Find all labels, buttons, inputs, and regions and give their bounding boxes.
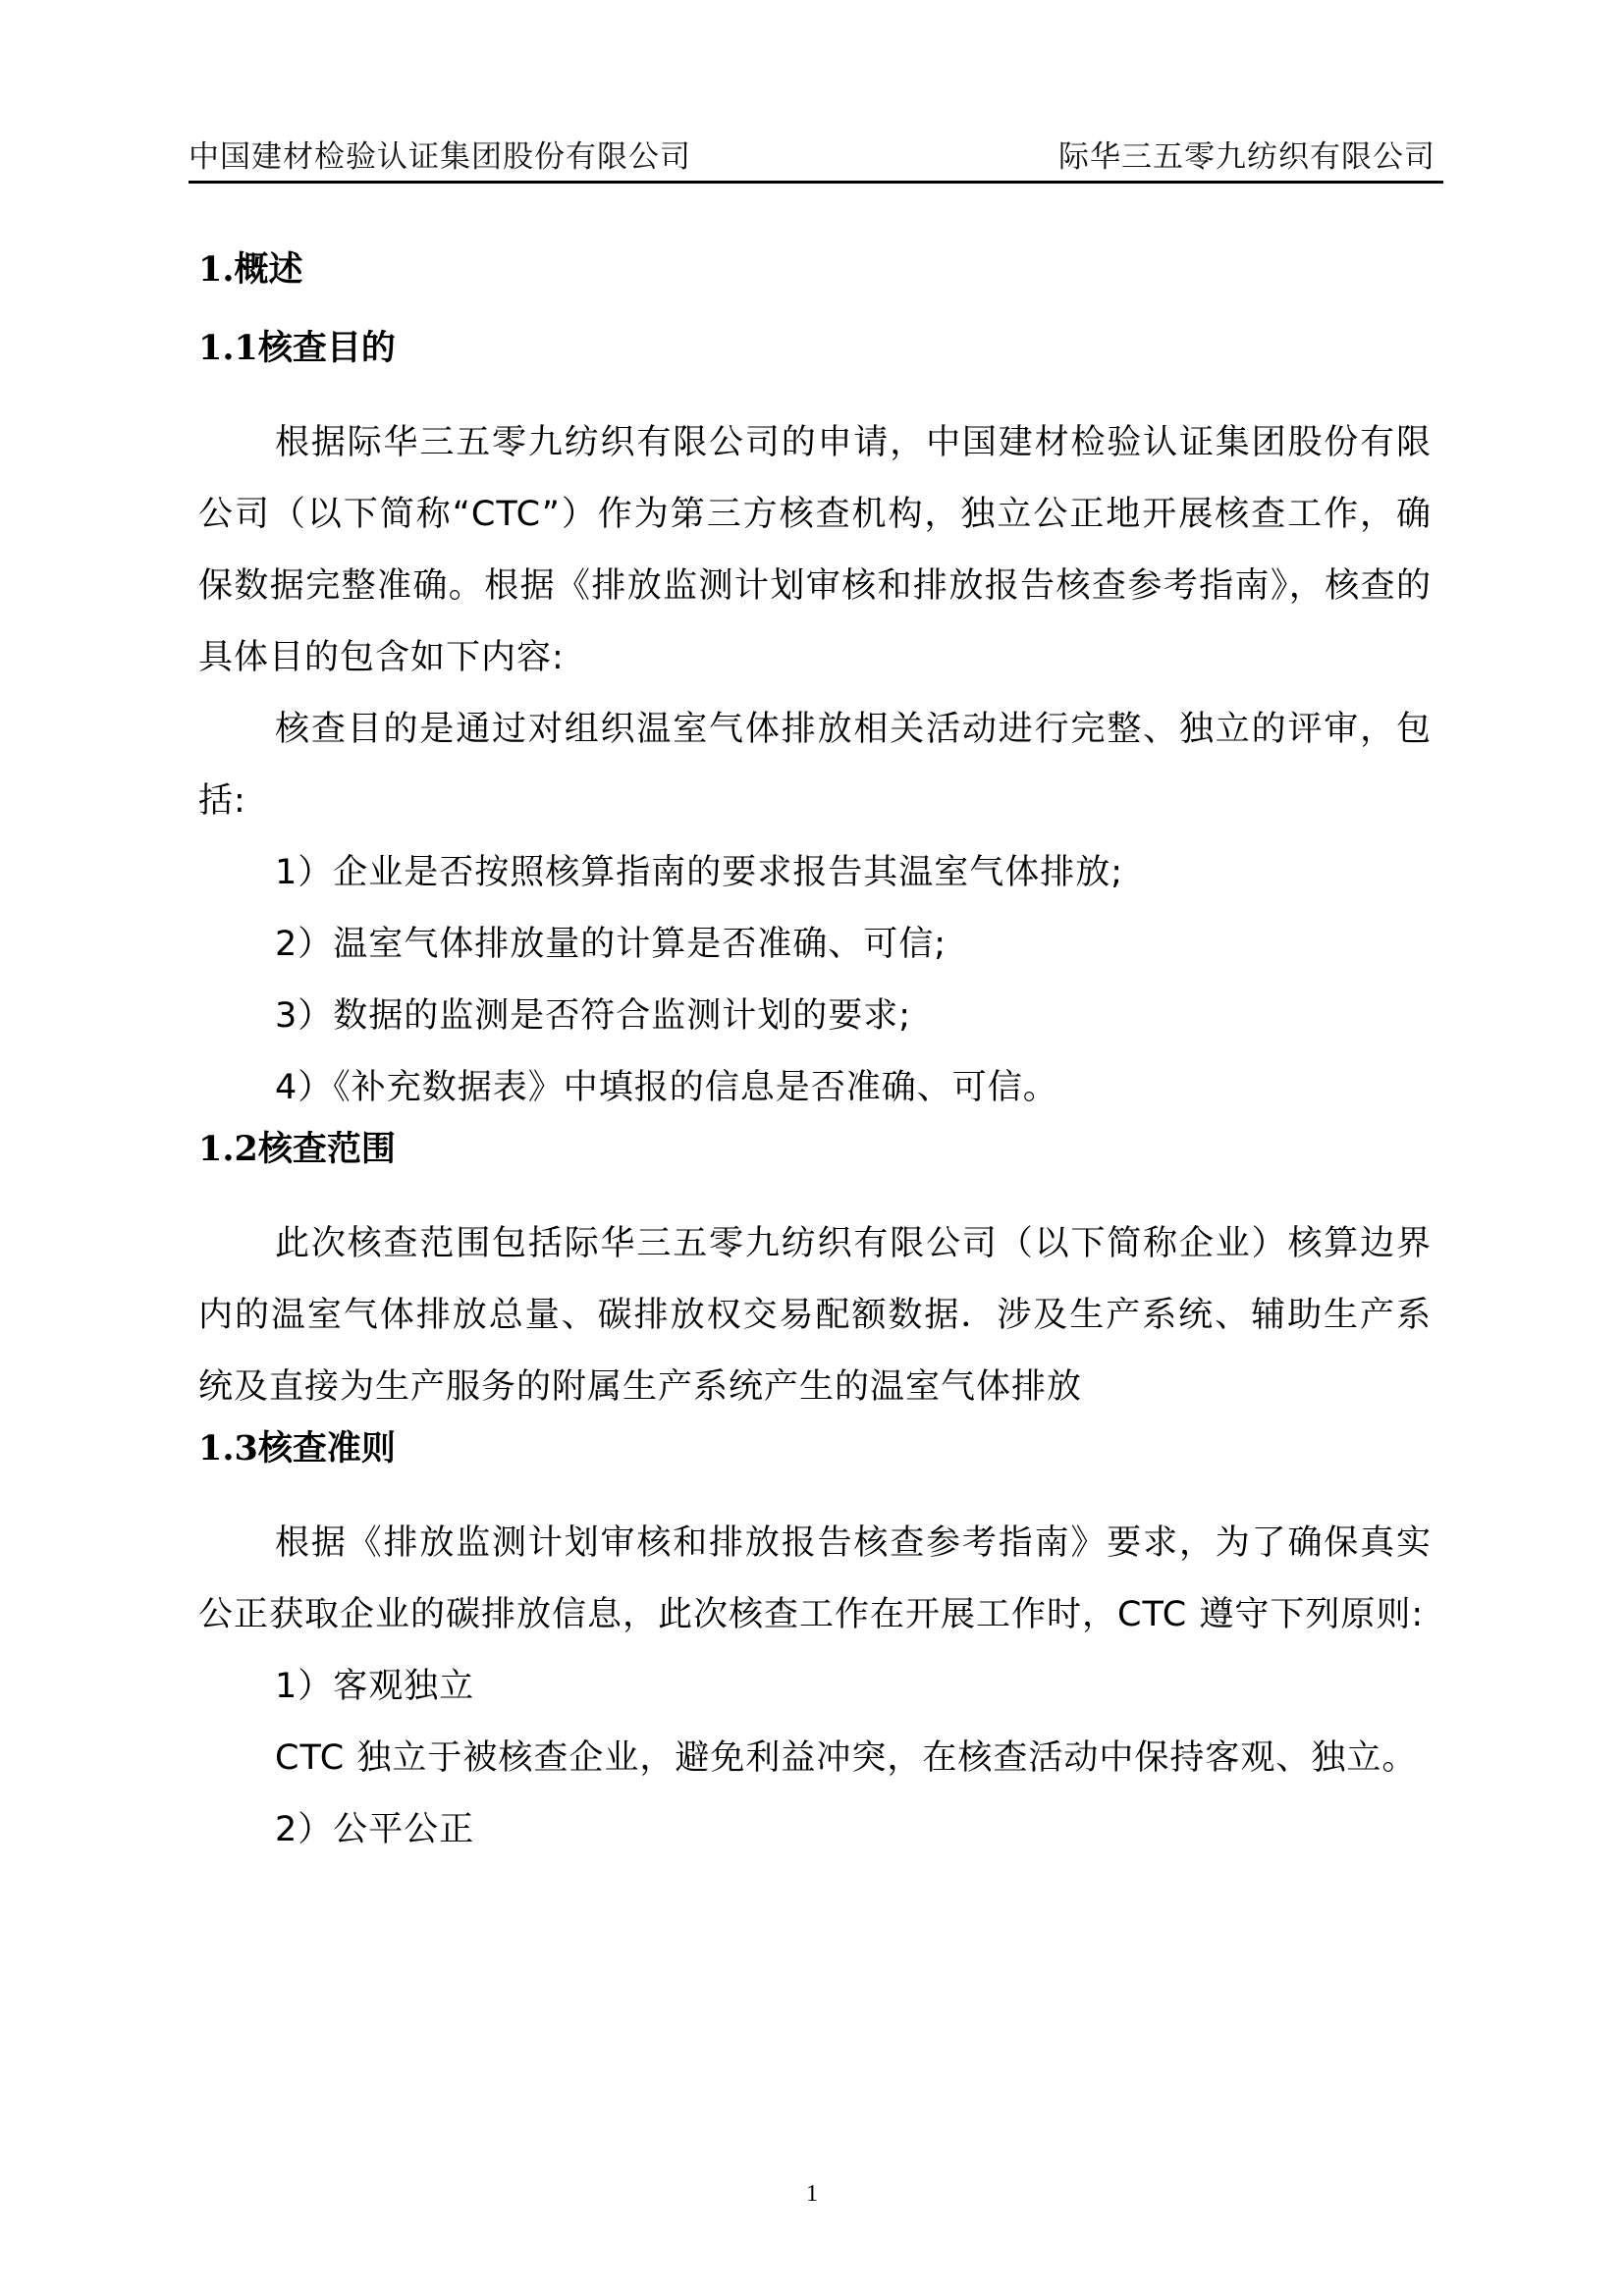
section-1-3-heading: 1.3核查准则 — [198, 1428, 396, 1468]
header-company-right: 际华三五零九纺织有限公司 — [1058, 139, 1435, 175]
section-1-3-paragraph-1: 根据《排放监测计划审核和排放报告核查参考指南》要求，为了确保真实公正获取企业的碳排放信息，此次核查工作在开展工作时，CTC 遵守下列原则: — [198, 1523, 1432, 1634]
header-rule — [189, 181, 1443, 184]
section-1-1-paragraph-2: 核查目的是通过对组织温室气体排放相关活动进行完整、独立的评审，包括: — [198, 710, 1432, 821]
list-item: 2）温室气体排放量的计算是否准确、可信; — [275, 925, 947, 964]
section-1-1-paragraph-1: 根据际华三五零九纺织有限公司的申请，中国建材检验认证集团股份有限公司（以下简称“CTC”）作为第三方核查机构，独立公正地开展核查工作，确保数据完整准确。根据《排放监测计划审核和排放报告核查参考指南》，核查的具体目的包含如下内容: — [198, 423, 1432, 677]
principle-item-1: 1）客观独立 — [275, 1667, 475, 1706]
section-1-2-paragraph: 此次核查范围包括际华三五零九纺织有限公司（以下简称企业）核算边界内的温室气体排放总量、碳排放权交易配额数据．涉及生产系统、辅助生产系统及直接为生产服务的附属生产系统产生的温室气体排放 — [198, 1224, 1432, 1407]
section-1-heading: 1.概述 — [198, 249, 303, 290]
document-body — [198, 250, 1432, 1866]
header-company-left: 中国建材检验认证集团股份有限公司 — [189, 139, 691, 175]
page-number: 1 — [806, 2181, 818, 2207]
section-1-1-heading: 1.1核查目的 — [198, 328, 396, 368]
section-1-2-heading: 1.2核查范围 — [198, 1129, 396, 1169]
list-item: 3）数据的监测是否符合监测计划的要求; — [275, 996, 912, 1036]
principle-item-2: 2）公平公正 — [275, 1810, 475, 1849]
section-1-3-paragraph-2: CTC 独立于被核查企业，避免利益冲突，在核查活动中保持客观、独立。 — [275, 1738, 1418, 1778]
list-item: 4）《补充数据表》中填报的信息是否准确、可信。 — [275, 1068, 1058, 1107]
list-item: 1）企业是否按照核算指南的要求报告其温室气体排放; — [275, 853, 1124, 892]
